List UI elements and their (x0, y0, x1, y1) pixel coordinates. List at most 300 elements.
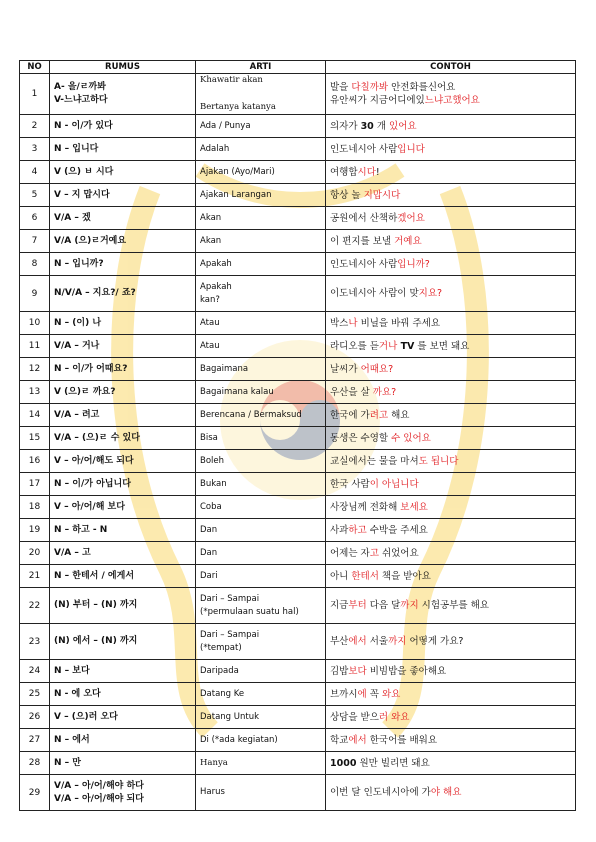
contoh-line (330, 665, 571, 678)
row-number: 15 (20, 427, 50, 450)
arti-text: Hanya (200, 757, 228, 768)
arti-text: Apakah (200, 258, 232, 269)
highlight-text: 이 아닙니다 (369, 478, 419, 490)
arti-cell (196, 542, 326, 565)
arti-text: Datang Untuk (200, 711, 260, 722)
arti-cell (196, 624, 326, 660)
arti-cell (196, 565, 326, 588)
contoh-line (330, 235, 571, 248)
contoh-cell (326, 624, 576, 660)
example-text: 이 편지를 보낼 (330, 235, 395, 247)
highlight-text: 나 (348, 317, 358, 329)
rumus-text: N – 보다 (54, 665, 90, 676)
arti-cell (196, 450, 326, 473)
example-text: 인도네시아 사람 (330, 143, 398, 155)
rumus-cell (50, 381, 196, 404)
contoh-line (330, 143, 571, 156)
row-number: 5 (20, 184, 50, 207)
contoh-cell (326, 588, 576, 624)
arti-text: Dan (200, 524, 218, 535)
highlight-text: 와요 (381, 688, 401, 700)
example-text: 어떻게 가요? (406, 636, 464, 647)
arti-cell (196, 683, 326, 706)
row-number: 13 (20, 381, 50, 404)
contoh-line (330, 258, 571, 271)
arti-text: Harus (200, 787, 225, 797)
contoh-line (330, 166, 571, 179)
contoh-cell (326, 230, 576, 253)
arti-cell (196, 335, 326, 358)
contoh-cell (326, 207, 576, 230)
table-row (20, 161, 576, 184)
contoh-cell (326, 519, 576, 542)
contoh-line (330, 688, 571, 701)
rumus-text: N – 입니다 (54, 143, 99, 154)
rumus-cell (50, 358, 196, 381)
arti-cell (196, 161, 326, 184)
arti-text: Atau (200, 340, 220, 351)
example-text: 아니 (330, 570, 352, 582)
contoh-cell (326, 276, 576, 312)
highlight-text: 야 해요 (430, 787, 462, 798)
row-number: 1 (20, 74, 50, 115)
row-number: 11 (20, 335, 50, 358)
rumus-text: V/A – 고 (54, 547, 91, 558)
rumus-cell (50, 519, 196, 542)
row-number: 27 (20, 729, 50, 752)
row-number: 8 (20, 253, 50, 276)
row-number: 21 (20, 565, 50, 588)
rumus-text: N – 만 (54, 757, 81, 768)
arti-cell (196, 115, 326, 138)
contoh-line (330, 547, 571, 560)
row-number: 10 (20, 312, 50, 335)
header-arti: ARTI (196, 61, 326, 74)
arti-text: Ada / Punya (200, 120, 251, 131)
table-row (20, 473, 576, 496)
row-number: 17 (20, 473, 50, 496)
table-row (20, 588, 576, 624)
example-text: 원만 빌리면 돼요 (356, 757, 430, 769)
header-contoh: CONTOH (326, 61, 576, 74)
arti-cell (196, 138, 326, 161)
highlight-text: 에 (357, 688, 367, 700)
contoh-cell (326, 706, 576, 729)
rumus-text: N – 이/가 어때요? (54, 363, 128, 374)
table-row (20, 660, 576, 683)
highlight-text: 까지 (400, 600, 419, 611)
rumus-text: N – 입니까? (54, 258, 104, 269)
example-text: 부산 (330, 636, 349, 647)
arti-cell (196, 358, 326, 381)
header-row (20, 61, 576, 74)
contoh-cell (326, 161, 576, 184)
table-row (20, 683, 576, 706)
example-text: 개 (373, 120, 390, 132)
contoh-cell (326, 358, 576, 381)
contoh-line (330, 189, 571, 202)
contoh-cell (326, 542, 576, 565)
rumus-text: N/V/A – 지요?/ 죠? (54, 288, 136, 298)
rumus-text: (N) 에서 – (N) 까지 (54, 636, 138, 646)
example-text: 박스 (330, 317, 349, 329)
highlight-text: 수 있어요 (391, 432, 431, 444)
example-text: 브까시 (330, 688, 358, 700)
row-number: 25 (20, 683, 50, 706)
highlight-text: 지요? (418, 288, 443, 299)
example-text: 발을 (330, 82, 352, 93)
example-text: 해요 (388, 409, 410, 421)
arti-cell (196, 519, 326, 542)
rumus-text: V/A (으)ㄹ거예요 (54, 235, 127, 246)
highlight-text: 느냐고했어요 (424, 95, 480, 106)
table-body (20, 74, 576, 811)
contoh-line (330, 120, 571, 133)
rumus-cell (50, 775, 196, 811)
arti-cell (196, 706, 326, 729)
rumus-cell (50, 565, 196, 588)
rumus-cell (50, 752, 196, 775)
contoh-line (330, 340, 571, 353)
table-row (20, 542, 576, 565)
rumus-cell (50, 253, 196, 276)
table-row (20, 381, 576, 404)
arti-text: Berencana / Bermaksud (200, 409, 302, 420)
table-row (20, 230, 576, 253)
row-number: 4 (20, 161, 50, 184)
highlight-text: 있어요 (389, 120, 417, 132)
row-number: 3 (20, 138, 50, 161)
rumus-cell (50, 184, 196, 207)
rumus-cell (50, 230, 196, 253)
example-text: 서울 (366, 636, 389, 647)
rumus-cell (50, 404, 196, 427)
rumus-cell (50, 138, 196, 161)
example-text: 학교 (330, 734, 349, 746)
arti-text: Atau (200, 317, 220, 328)
rumus-cell (50, 496, 196, 519)
arti-text: Dari – Sampai (200, 629, 260, 640)
contoh-cell (326, 381, 576, 404)
arti-text: Daripada (200, 665, 239, 676)
row-number: 24 (20, 660, 50, 683)
example-text: 김밥 (330, 665, 349, 677)
arti-text: kan? (200, 294, 220, 305)
example-text: 공원에서 산책하 (330, 212, 398, 224)
rumus-text: V/A – 아/어/해야 되다 (54, 793, 144, 804)
arti-text: Ajakan (Ayo/Mari) (200, 166, 275, 177)
rumus-text: V/A – 거나 (54, 340, 100, 351)
arti-cell (196, 473, 326, 496)
contoh-line (330, 599, 571, 612)
arti-text: Akan (200, 235, 222, 246)
contoh-line (330, 212, 571, 225)
table-row (20, 253, 576, 276)
rumus-text: V/A – 겠 (54, 212, 91, 223)
contoh-line (330, 287, 571, 300)
rumus-cell (50, 706, 196, 729)
contoh-line (330, 386, 571, 399)
table-row (20, 519, 576, 542)
rumus-text: A- 을/ㄹ까봐 (54, 82, 106, 92)
rumus-text: N – 이/가 아닙니다 (54, 478, 131, 489)
contoh-cell (326, 683, 576, 706)
rumus-cell (50, 473, 196, 496)
row-number: 26 (20, 706, 50, 729)
rumus-text: V – 아/어/해도 되다 (54, 455, 134, 466)
rumus-text: N - 이/가 있다 (54, 120, 113, 131)
contoh-cell (326, 729, 576, 752)
rumus-text: N – 하고 - N (54, 524, 108, 535)
contoh-line (330, 501, 571, 514)
rumus-text: N – (이) 나 (54, 317, 102, 328)
example-text: 한국에 가 (330, 409, 370, 421)
contoh-cell (326, 752, 576, 775)
contoh-cell (326, 312, 576, 335)
arti-text: Datang Ke (200, 688, 245, 699)
table-row (20, 138, 576, 161)
example-text: TV (397, 340, 415, 352)
highlight-text: 려고 (369, 409, 389, 421)
table-row (20, 427, 576, 450)
arti-cell (196, 253, 326, 276)
example-text: 30 (360, 120, 374, 132)
rumus-cell (50, 74, 196, 115)
rumus-cell (50, 312, 196, 335)
contoh-line (330, 478, 571, 491)
rumus-text: V-느냐고하다 (54, 95, 108, 105)
arti-text: Ajakan Larangan (200, 189, 272, 200)
contoh-line (330, 409, 571, 422)
example-text: 사과 (330, 524, 349, 536)
rumus-cell (50, 624, 196, 660)
example-text: 한국 사람 (330, 478, 370, 490)
example-text: 수박을 주세요 (366, 524, 428, 536)
rumus-text: V (으)ㄹ 까요? (54, 386, 116, 397)
example-text: 동생은 수영할 (330, 432, 392, 444)
contoh-line (330, 570, 571, 583)
table-row (20, 752, 576, 775)
arti-cell (196, 404, 326, 427)
row-number: 16 (20, 450, 50, 473)
highlight-text: 입니다 (397, 143, 425, 155)
row-number: 22 (20, 588, 50, 624)
rumus-cell (50, 660, 196, 683)
rumus-cell (50, 115, 196, 138)
arti-cell (196, 74, 326, 115)
arti-text: Bagaimana (200, 363, 249, 374)
example-text: 다음 달 (366, 600, 401, 611)
arti-text: Bagaimana kalau (200, 386, 274, 397)
table-row (20, 276, 576, 312)
rumus-cell (50, 683, 196, 706)
example-text: 비빔밥을 좋아해요 (366, 665, 447, 677)
example-text: 여행합 (330, 166, 358, 178)
contoh-cell (326, 660, 576, 683)
table-row (20, 358, 576, 381)
contoh-cell (326, 74, 576, 115)
example-text: 항상 놀 (330, 189, 364, 201)
contoh-line (330, 455, 571, 468)
contoh-cell (326, 138, 576, 161)
highlight-text: 보세요 (400, 501, 428, 513)
contoh-cell (326, 496, 576, 519)
contoh-line (330, 432, 571, 445)
highlight-text: 어때요? (360, 363, 394, 375)
arti-text: Dan (200, 547, 218, 558)
highlight-text: 에서 (348, 734, 367, 746)
table-row (20, 496, 576, 519)
arti-text: Adalah (200, 143, 230, 154)
highlight-text: 한테서 (351, 570, 379, 582)
highlight-text: 에서 (348, 636, 367, 647)
example-text: 한국어를 배워요 (366, 734, 437, 746)
highlight-text: 고 (369, 547, 379, 559)
arti-cell (196, 207, 326, 230)
arti-text: Boleh (200, 455, 225, 466)
table-row (20, 335, 576, 358)
row-number: 12 (20, 358, 50, 381)
contoh-line (330, 711, 571, 724)
highlight-text: 거예요 (394, 235, 422, 247)
table-row (20, 450, 576, 473)
contoh-line (330, 635, 571, 648)
table-row (20, 706, 576, 729)
highlight-text: 거나 (378, 340, 398, 352)
example-text: 교실에서는 물을 마셔 (330, 455, 419, 467)
example-text: 의자가 (330, 120, 361, 132)
row-number: 20 (20, 542, 50, 565)
arti-cell (196, 588, 326, 624)
table-row (20, 312, 576, 335)
contoh-cell (326, 565, 576, 588)
highlight-text: 하고 (348, 524, 367, 536)
arti-text: Dari – Sampai (200, 593, 260, 604)
arti-text: (*tempat) (200, 642, 242, 653)
table-row (20, 115, 576, 138)
rumus-cell (50, 276, 196, 312)
arti-cell (196, 276, 326, 312)
arti-text: Coba (200, 501, 222, 512)
arti-cell (196, 729, 326, 752)
highlight-text: 다칠까봐 (351, 82, 389, 93)
contoh-line (330, 363, 571, 376)
rumus-cell (50, 588, 196, 624)
contoh-cell (326, 115, 576, 138)
rumus-text: (N) 부터 – (N) 까지 (54, 600, 138, 610)
arti-text: Apakah (200, 281, 232, 292)
rumus-text: V (으) ㅂ 시다 (54, 166, 114, 177)
example-text: 인도네시아 사람 (330, 258, 398, 270)
contoh-cell (326, 253, 576, 276)
header-rumus: RUMUS (50, 61, 196, 74)
arti-cell (196, 660, 326, 683)
rumus-cell (50, 161, 196, 184)
arti-cell (196, 752, 326, 775)
highlight-text: 지맙시다 (363, 189, 401, 201)
rumus-text: V/A – 려고 (54, 409, 100, 420)
row-number: 29 (20, 775, 50, 811)
example-text: 시험공부를 해요 (418, 600, 489, 611)
example-text: 사장님께 전화해 (330, 501, 401, 513)
example-text: 상담을 받으 (330, 711, 379, 723)
arti-text: Di (*ada kegiatan) (200, 734, 278, 745)
table-row (20, 565, 576, 588)
example-text: 를 보면 돼요 (414, 340, 470, 352)
rumus-cell (50, 427, 196, 450)
example-text: 지금 (330, 600, 349, 611)
arti-text: Bukan (200, 478, 227, 489)
contoh-cell (326, 450, 576, 473)
arti-cell (196, 427, 326, 450)
example-text: 날씨가 (330, 363, 361, 375)
row-number: 23 (20, 624, 50, 660)
row-number: 28 (20, 752, 50, 775)
highlight-text: 보다 (348, 665, 367, 677)
table-row (20, 207, 576, 230)
example-text: 이도네시아 사람이 맞 (330, 288, 419, 299)
grammar-table (19, 60, 576, 811)
row-number: 18 (20, 496, 50, 519)
example-text: 꼭 (366, 688, 382, 700)
highlight-text: 시다 (357, 166, 376, 178)
row-number: 9 (20, 276, 50, 312)
contoh-line (330, 524, 571, 537)
arti-cell (196, 496, 326, 519)
highlight-text: 입니까? (397, 258, 430, 270)
contoh-cell (326, 473, 576, 496)
row-number: 14 (20, 404, 50, 427)
contoh-line (330, 734, 571, 747)
example-text: ! (375, 166, 380, 178)
contoh-line (330, 81, 571, 94)
highlight-text: 까요? (372, 386, 397, 398)
arti-cell (196, 184, 326, 207)
contoh-line (330, 757, 571, 770)
arti-cell (196, 775, 326, 811)
rumus-text: V – 아/어/해 보다 (54, 501, 125, 512)
row-number: 7 (20, 230, 50, 253)
highlight-text: 도 됩니다 (418, 455, 459, 467)
table-row (20, 775, 576, 811)
arti-cell (196, 381, 326, 404)
rumus-text: N – 한테서 / 에게서 (54, 570, 135, 581)
rumus-cell (50, 335, 196, 358)
example-text: 1000 (330, 757, 357, 769)
table-row (20, 729, 576, 752)
row-number: 2 (20, 115, 50, 138)
table-row (20, 404, 576, 427)
table-row (20, 624, 576, 660)
rumus-cell (50, 207, 196, 230)
contoh-cell (326, 404, 576, 427)
arti-text: Khawatir akan (200, 75, 263, 85)
table-row (20, 184, 576, 207)
contoh-cell (326, 335, 576, 358)
header-no: NO (20, 61, 50, 74)
row-number: 6 (20, 207, 50, 230)
contoh-cell (326, 775, 576, 811)
rumus-text: N – 에서 (54, 734, 90, 745)
arti-text: Dari (200, 570, 218, 581)
highlight-text: 부터 (348, 600, 367, 611)
rumus-cell (50, 729, 196, 752)
rumus-text: V/A – 아/어/해야 하다 (54, 780, 144, 791)
rumus-text: V/A – (으)ㄹ 수 있다 (54, 432, 140, 443)
rumus-cell (50, 542, 196, 565)
contoh-cell (326, 427, 576, 450)
arti-text: Akan (200, 212, 222, 223)
